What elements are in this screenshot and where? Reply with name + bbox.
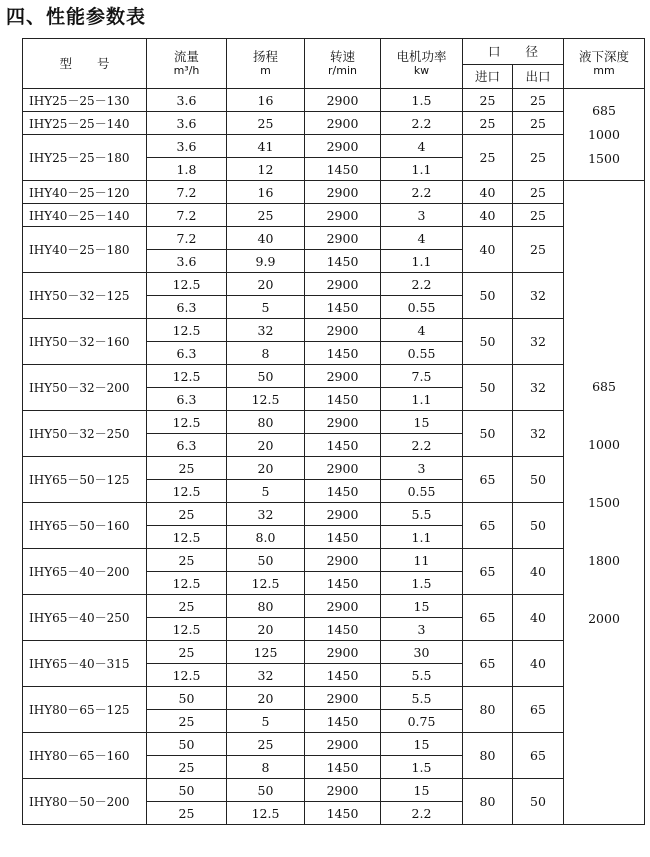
header-speed (305, 39, 381, 89)
head-cell: 16 (227, 181, 305, 204)
table-row (23, 181, 645, 204)
speed-cell: 2900 (305, 503, 381, 526)
power-cell: 5.5 (381, 664, 463, 687)
outlet-cell: 25 (513, 135, 564, 181)
table-row (23, 549, 645, 572)
speed-cell: 2900 (305, 204, 381, 227)
head-cell: 8 (227, 342, 305, 365)
flow-cell: 12.5 (147, 411, 227, 434)
flow-cell: 25 (147, 756, 227, 779)
flow-cell: 25 (147, 710, 227, 733)
inlet-cell: 50 (463, 411, 513, 457)
outlet-cell: 40 (513, 641, 564, 687)
power-cell: 0.55 (381, 480, 463, 503)
outlet-cell: 32 (513, 411, 564, 457)
head-cell: 125 (227, 641, 305, 664)
table-row (23, 411, 645, 434)
outlet-cell: 25 (513, 112, 564, 135)
outlet-cell: 50 (513, 457, 564, 503)
power-cell: 3 (381, 204, 463, 227)
speed-cell: 2900 (305, 457, 381, 480)
flow-cell: 6.3 (147, 296, 227, 319)
header-speed-unit: r/min (328, 63, 357, 77)
outlet-cell: 25 (513, 89, 564, 112)
outlet-cell: 25 (513, 181, 564, 204)
flow-cell: 3.6 (147, 112, 227, 135)
model-cell: IHY65－40－200 (23, 549, 147, 595)
model-cell: IHY25－25－140 (23, 112, 147, 135)
flow-cell: 6.3 (147, 388, 227, 411)
table-row (23, 273, 645, 296)
power-cell: 2.2 (381, 181, 463, 204)
power-cell: 7.5 (381, 365, 463, 388)
model-cell: IHY50－32－125 (23, 273, 147, 319)
table-row (23, 733, 645, 756)
header-inlet: 进口 (463, 65, 513, 89)
head-cell: 8 (227, 756, 305, 779)
flow-cell: 12.5 (147, 273, 227, 296)
depth-value: 1800 (588, 552, 620, 568)
table-row (23, 227, 645, 250)
table-row (23, 595, 645, 618)
flow-cell: 50 (147, 687, 227, 710)
head-cell: 25 (227, 112, 305, 135)
depth-value: 2000 (588, 610, 620, 626)
power-cell: 4 (381, 135, 463, 158)
flow-cell: 12.5 (147, 664, 227, 687)
inlet-cell: 65 (463, 503, 513, 549)
inlet-cell: 40 (463, 204, 513, 227)
speed-cell: 2900 (305, 319, 381, 342)
head-cell: 12 (227, 158, 305, 181)
flow-cell: 6.3 (147, 434, 227, 457)
speed-cell: 2900 (305, 89, 381, 112)
power-cell: 1.1 (381, 388, 463, 411)
head-cell: 5 (227, 296, 305, 319)
speed-cell: 1450 (305, 342, 381, 365)
header-model: 型 号 (23, 39, 147, 89)
inlet-cell: 50 (463, 365, 513, 411)
power-cell: 15 (381, 411, 463, 434)
depth-cell (564, 89, 645, 181)
power-cell: 1.5 (381, 572, 463, 595)
model-cell: IHY25－25－180 (23, 135, 147, 181)
outlet-cell: 40 (513, 595, 564, 641)
head-cell: 32 (227, 503, 305, 526)
head-cell: 20 (227, 434, 305, 457)
head-cell: 20 (227, 687, 305, 710)
speed-cell: 2900 (305, 687, 381, 710)
header-power-unit: kw (413, 63, 430, 77)
speed-cell: 2900 (305, 595, 381, 618)
speed-cell: 2900 (305, 411, 381, 434)
model-cell: IHY80－65－160 (23, 733, 147, 779)
power-cell: 15 (381, 733, 463, 756)
head-cell: 9.9 (227, 250, 305, 273)
flow-cell: 12.5 (147, 572, 227, 595)
speed-cell: 1450 (305, 572, 381, 595)
flow-cell: 12.5 (147, 365, 227, 388)
flow-cell: 12.5 (147, 526, 227, 549)
power-cell: 5.5 (381, 687, 463, 710)
outlet-cell: 50 (513, 503, 564, 549)
table-row (23, 319, 645, 342)
flow-cell: 7.2 (147, 181, 227, 204)
head-cell: 40 (227, 227, 305, 250)
flow-cell: 3.6 (147, 135, 227, 158)
header-outlet: 出口 (513, 65, 564, 89)
power-cell: 1.5 (381, 89, 463, 112)
table-row (23, 89, 645, 112)
inlet-cell: 65 (463, 549, 513, 595)
power-cell: 2.2 (381, 802, 463, 825)
power-cell: 2.2 (381, 112, 463, 135)
speed-cell: 1450 (305, 710, 381, 733)
flow-cell: 25 (147, 503, 227, 526)
speed-cell: 2900 (305, 112, 381, 135)
flow-cell: 3.6 (147, 89, 227, 112)
table-row (23, 779, 645, 802)
header-depth-label: 液下深度 (579, 48, 630, 64)
table-body (23, 89, 645, 825)
model-cell: IHY65－40－250 (23, 595, 147, 641)
header-depth-unit: mm (593, 63, 615, 77)
power-cell: 30 (381, 641, 463, 664)
power-cell: 1.1 (381, 158, 463, 181)
outlet-cell: 32 (513, 319, 564, 365)
head-cell: 25 (227, 204, 305, 227)
inlet-cell: 65 (463, 641, 513, 687)
model-cell: IHY50－32－160 (23, 319, 147, 365)
depth-value: 1000 (588, 126, 620, 142)
model-cell: IHY50－32－200 (23, 365, 147, 411)
flow-cell: 7.2 (147, 227, 227, 250)
head-cell: 12.5 (227, 572, 305, 595)
inlet-cell: 25 (463, 135, 513, 181)
speed-cell: 1450 (305, 756, 381, 779)
speed-cell: 1450 (305, 526, 381, 549)
header-power-label: 电机功率 (396, 48, 447, 64)
inlet-cell: 65 (463, 457, 513, 503)
speed-cell: 1450 (305, 664, 381, 687)
power-cell: 3 (381, 618, 463, 641)
model-cell: IHY40－25－140 (23, 204, 147, 227)
head-cell: 5 (227, 480, 305, 503)
inlet-cell: 25 (463, 112, 513, 135)
outlet-cell: 50 (513, 779, 564, 825)
head-cell: 32 (227, 664, 305, 687)
speed-cell: 1450 (305, 480, 381, 503)
model-cell: IHY50－32－250 (23, 411, 147, 457)
speed-cell: 1450 (305, 802, 381, 825)
head-cell: 20 (227, 457, 305, 480)
power-cell: 15 (381, 779, 463, 802)
flow-cell: 1.8 (147, 158, 227, 181)
flow-cell: 25 (147, 641, 227, 664)
table-row (23, 112, 645, 135)
performance-table (22, 38, 645, 825)
flow-cell: 25 (147, 549, 227, 572)
outlet-cell: 65 (513, 687, 564, 733)
speed-cell: 1450 (305, 618, 381, 641)
depth-value: 1500 (588, 150, 620, 166)
speed-cell: 2900 (305, 641, 381, 664)
speed-cell: 2900 (305, 181, 381, 204)
power-cell: 15 (381, 595, 463, 618)
depth-value: 1000 (588, 436, 620, 452)
power-cell: 4 (381, 227, 463, 250)
speed-cell: 1450 (305, 434, 381, 457)
flow-cell: 25 (147, 802, 227, 825)
speed-cell: 2900 (305, 733, 381, 756)
table-title: 四、性能参数表 (6, 6, 147, 28)
outlet-cell: 32 (513, 365, 564, 411)
outlet-cell: 65 (513, 733, 564, 779)
header-head-unit: m (260, 63, 271, 77)
speed-cell: 2900 (305, 135, 381, 158)
model-cell: IHY40－25－120 (23, 181, 147, 204)
model-cell: IHY65－50－125 (23, 457, 147, 503)
power-cell: 0.55 (381, 342, 463, 365)
inlet-cell: 40 (463, 227, 513, 273)
speed-cell: 2900 (305, 365, 381, 388)
power-cell: 2.2 (381, 434, 463, 457)
speed-cell: 1450 (305, 158, 381, 181)
inlet-cell: 80 (463, 733, 513, 779)
head-cell: 50 (227, 549, 305, 572)
inlet-cell: 50 (463, 319, 513, 365)
flow-cell: 25 (147, 595, 227, 618)
header-flow-label: 流量 (173, 48, 199, 64)
flow-cell: 6.3 (147, 342, 227, 365)
inlet-cell: 80 (463, 779, 513, 825)
depth-value: 685 (592, 378, 616, 394)
power-cell: 0.55 (381, 296, 463, 319)
speed-cell: 1450 (305, 388, 381, 411)
flow-cell: 12.5 (147, 480, 227, 503)
depth-value: 1500 (588, 494, 620, 510)
inlet-cell: 80 (463, 687, 513, 733)
header-flow (147, 39, 227, 89)
flow-cell: 12.5 (147, 319, 227, 342)
head-cell: 80 (227, 411, 305, 434)
speed-cell: 1450 (305, 296, 381, 319)
power-cell: 4 (381, 319, 463, 342)
flow-cell: 12.5 (147, 618, 227, 641)
model-cell: IHY80－65－125 (23, 687, 147, 733)
head-cell: 50 (227, 779, 305, 802)
head-cell: 12.5 (227, 802, 305, 825)
flow-cell: 50 (147, 779, 227, 802)
table-row (23, 365, 645, 388)
head-cell: 50 (227, 365, 305, 388)
head-cell: 12.5 (227, 388, 305, 411)
header-head (227, 39, 305, 89)
flow-cell: 50 (147, 733, 227, 756)
head-cell: 41 (227, 135, 305, 158)
model-cell: IHY65－50－160 (23, 503, 147, 549)
table-row (23, 204, 645, 227)
outlet-cell: 32 (513, 273, 564, 319)
speed-cell: 2900 (305, 779, 381, 802)
inlet-cell: 25 (463, 89, 513, 112)
depth-value: 685 (592, 102, 616, 118)
head-cell: 20 (227, 618, 305, 641)
table-row (23, 135, 645, 158)
power-cell: 1.1 (381, 250, 463, 273)
flow-cell: 7.2 (147, 204, 227, 227)
header-flow-unit: m³/h (173, 63, 200, 77)
head-cell: 16 (227, 89, 305, 112)
outlet-cell: 25 (513, 227, 564, 273)
head-cell: 20 (227, 273, 305, 296)
power-cell: 2.2 (381, 273, 463, 296)
speed-cell: 2900 (305, 273, 381, 296)
speed-cell: 2900 (305, 227, 381, 250)
speed-cell: 1450 (305, 250, 381, 273)
flow-cell: 3.6 (147, 250, 227, 273)
head-cell: 5 (227, 710, 305, 733)
power-cell: 3 (381, 457, 463, 480)
table-row (23, 687, 645, 710)
table-row (23, 503, 645, 526)
inlet-cell: 40 (463, 181, 513, 204)
model-cell: IHY80－50－200 (23, 779, 147, 825)
speed-cell: 2900 (305, 549, 381, 572)
table-row (23, 457, 645, 480)
power-cell: 0.75 (381, 710, 463, 733)
power-cell: 1.1 (381, 526, 463, 549)
model-cell: IHY65－40－315 (23, 641, 147, 687)
power-cell: 1.5 (381, 756, 463, 779)
power-cell: 5.5 (381, 503, 463, 526)
head-cell: 80 (227, 595, 305, 618)
head-cell: 8.0 (227, 526, 305, 549)
header-depth (564, 39, 645, 89)
header-power (381, 39, 463, 89)
header-head-label: 扬程 (252, 48, 278, 64)
outlet-cell: 25 (513, 204, 564, 227)
header-speed-label: 转速 (329, 48, 355, 64)
depth-cell (564, 181, 645, 825)
outlet-cell: 40 (513, 549, 564, 595)
model-cell: IHY40－25－180 (23, 227, 147, 273)
head-cell: 32 (227, 319, 305, 342)
inlet-cell: 65 (463, 595, 513, 641)
table-row (23, 641, 645, 664)
header-caliber: 口 径 (463, 39, 564, 65)
model-cell: IHY25－25－130 (23, 89, 147, 112)
power-cell: 11 (381, 549, 463, 572)
inlet-cell: 50 (463, 273, 513, 319)
flow-cell: 25 (147, 457, 227, 480)
head-cell: 25 (227, 733, 305, 756)
